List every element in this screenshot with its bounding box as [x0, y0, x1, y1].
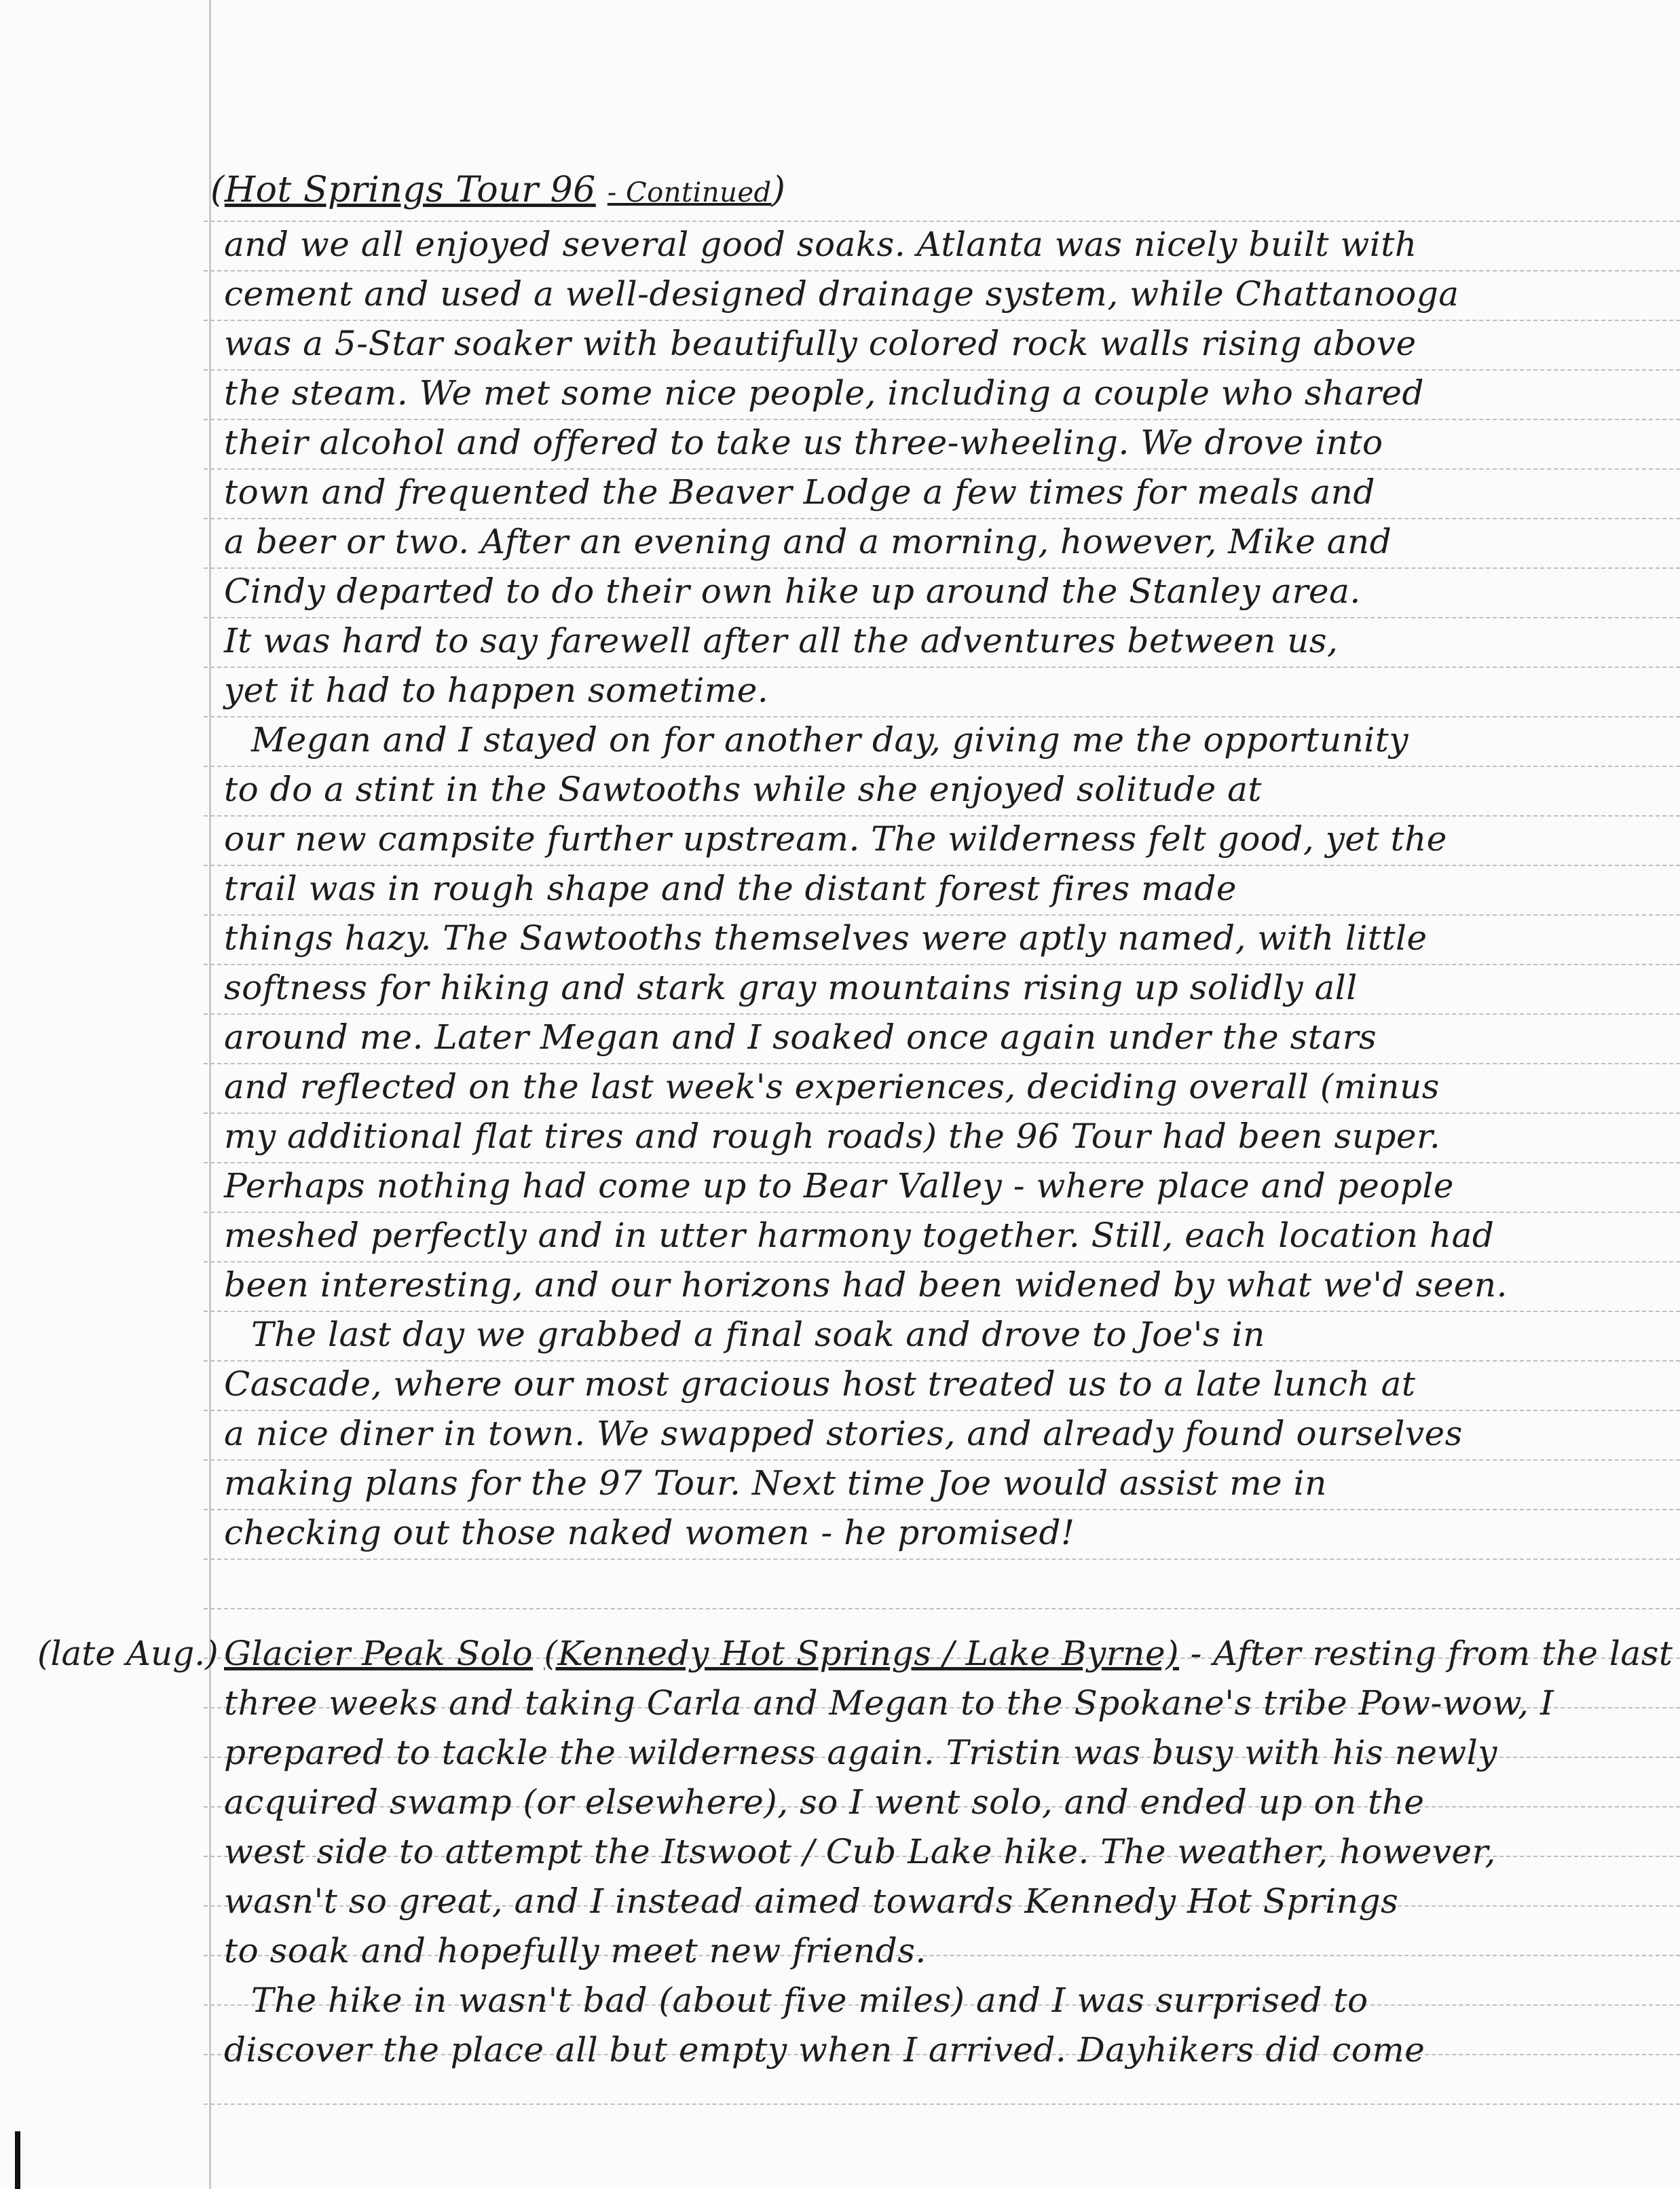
ruled-line [204, 1311, 1680, 1312]
text-line: wasn't so great, and I instead aimed towards Kennedy Hot Springs [224, 1882, 1399, 1921]
text-line: Cascade, where our most gracious host treated us to a late lunch at [224, 1364, 1416, 1404]
ruled-line [204, 270, 1680, 272]
text-line: and reflected on the last week's experiences, deciding overall (minus [224, 1067, 1440, 1106]
text-line: west side to attempt the Itswoot / Cub Lake hike. The weather, however, [224, 1832, 1496, 1871]
text-line: prepared to tackle the wilderness again. Tristin was busy with his newly [224, 1733, 1497, 1772]
text-line: The hike in wasn't bad (about five miles) and I was surprised to [251, 1981, 1368, 2020]
text-line: discover the place all but empty when I arrived. Dayhikers did come [224, 2030, 1425, 2070]
ruled-line [204, 518, 1680, 519]
text-line: Perhaps nothing had come up to Bear Valley - where place and people [224, 1166, 1454, 1205]
entry2-title: Glacier Peak Solo [224, 1634, 534, 1673]
entry2-first-line-rest: - After resting from the last [1190, 1634, 1673, 1673]
ruled-line [204, 865, 1680, 866]
ruled-line [204, 914, 1680, 916]
text-line: and we all enjoyed several good soaks. Atlanta was nicely built with [224, 225, 1417, 264]
heading-open-paren: ( [210, 170, 225, 210]
ruled-line [204, 567, 1680, 569]
ruled-line [204, 815, 1680, 817]
text-line: trail was in rough shape and the distant forest fires made [224, 869, 1237, 908]
ruled-line [204, 617, 1680, 618]
heading-suffix: - Continued [607, 177, 772, 208]
entry2-subtitle: (Kennedy Hot Springs / Lake Byrne) [544, 1634, 1180, 1673]
ruled-line [204, 667, 1680, 668]
ruled-line [204, 1459, 1680, 1461]
heading-close-paren: ) [771, 170, 786, 210]
text-line: checking out those naked women - he promised! [224, 1513, 1075, 1552]
text-line: yet it had to happen sometime. [224, 671, 769, 710]
text-line: acquired swamp (or elsewhere), so I went solo, and ended up on the [224, 1782, 1425, 1822]
ruled-line [204, 468, 1680, 470]
text-line: It was hard to say farewell after all the adventures between us, [224, 621, 1339, 660]
ruled-line [204, 716, 1680, 717]
ruled-line [204, 1608, 1680, 1609]
text-line: a nice diner in town. We swapped stories, and already found ourselves [224, 1414, 1463, 1453]
ruled-line [204, 1558, 1680, 1560]
ruled-line [204, 221, 1680, 222]
ruled-line [204, 369, 1680, 371]
text-line: three weeks and taking Carla and Megan to the Spokane's tribe Pow-wow, I [224, 1683, 1554, 1723]
ruled-line [204, 1162, 1680, 1163]
text-line: town and frequented the Beaver Lodge a few times for meals and [224, 472, 1375, 512]
ruled-line [204, 419, 1680, 420]
text-line: making plans for the 97 Tour. Next time Joe would assist me in [224, 1463, 1327, 1503]
ruled-line [204, 2103, 1680, 2105]
scan-edge-mark [15, 2131, 20, 2189]
text-line: Megan and I stayed on for another day, giving me the opportunity [251, 720, 1409, 760]
ruled-line [204, 964, 1680, 965]
ruled-line [204, 1261, 1680, 1262]
heading-title: Hot Springs Tour 96 [224, 170, 596, 210]
ruled-line [204, 1063, 1680, 1064]
text-line: to soak and hopefully meet new friends. [224, 1931, 927, 1970]
ruled-line [204, 1212, 1680, 1213]
text-line: Cindy departed to do their own hike up around the Stanley area. [224, 572, 1361, 611]
ruled-line [204, 1410, 1680, 1411]
text-line: to do a stint in the Sawtooths while she enjoyed solitude at [224, 770, 1262, 809]
ruled-line [204, 1013, 1680, 1015]
text-line: been interesting, and our horizons had been widened by what we'd seen. [224, 1265, 1508, 1305]
margin-line [209, 0, 211, 2189]
text-line: around me. Later Megan and I soaked once again under the stars [224, 1017, 1377, 1057]
ruled-line [204, 766, 1680, 767]
text-line: our new campsite further upstream. The wilderness felt good, yet the [224, 819, 1447, 859]
text-line: cement and used a well-designed drainage system, while Chattanooga [224, 274, 1459, 314]
date-margin-note: (late Aug.) [37, 1634, 219, 1673]
entry-heading [210, 170, 1636, 213]
text-line: meshed perfectly and in utter harmony together. Still, each location had [224, 1216, 1495, 1255]
ruled-line [204, 1112, 1680, 1114]
text-line: a beer or two. After an evening and a morning, however, Mike and [224, 522, 1392, 561]
text-line: The last day we grabbed a final soak and drove to Joe's in [251, 1315, 1265, 1354]
ruled-line [204, 1509, 1680, 1510]
entry2-title-line [224, 1633, 1673, 1674]
ruled-line [204, 320, 1680, 321]
text-line: their alcohol and offered to take us three-wheeling. We drove into [224, 423, 1383, 462]
text-line: my additional flat tires and rough roads) the 96 Tour had been super. [224, 1117, 1441, 1156]
text-line: the steam. We met some nice people, including a couple who shared [224, 373, 1424, 413]
text-line: softness for hiking and stark gray mountains rising up solidly all [224, 968, 1358, 1007]
text-line: was a 5-Star soaker with beautifully colored rock walls rising above [224, 324, 1417, 363]
ruled-line [204, 1360, 1680, 1362]
text-line: things hazy. The Sawtooths themselves were aptly named, with little [224, 918, 1427, 958]
